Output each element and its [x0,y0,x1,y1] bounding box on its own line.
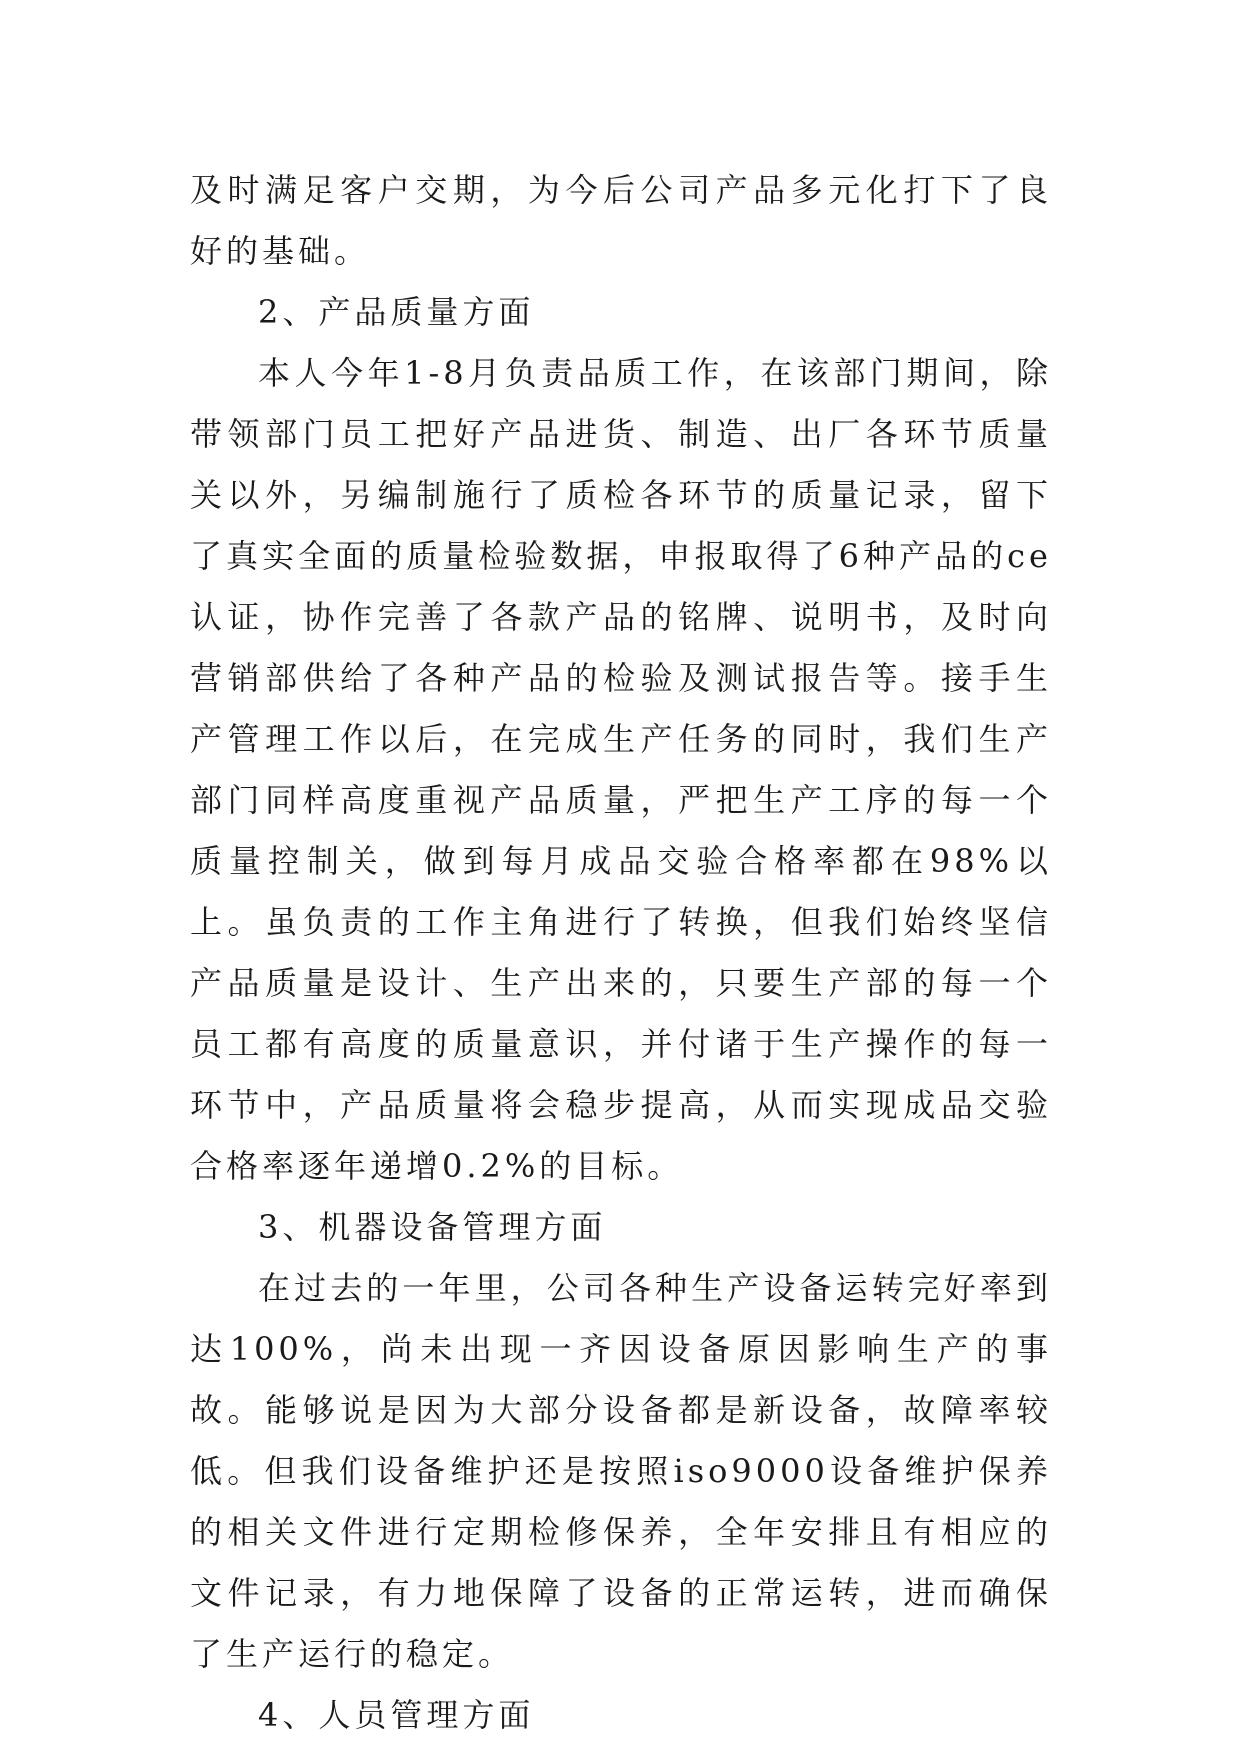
paragraph-product-quality: 本人今年1-8月负责品质工作，在该部门期间，除带领部门员工把好产品进货、制造、出厂各环节质量关以外，另编制施行了质检各环节的质量记录，留下了真实全面的质量检验数据，申报取得了6种产品的ce认证，协作完善了各款产品的铭牌、说明书，及时向营销部供给了各种产品的检验及测试报告等。接手生产管理工作以后，在完成生产任务的同时，我们生产部门同样高度重视产品质量，严把生产工序的每一个质量控制关，做到每月成品交验合格率都在98%以上。虽负责的工作主角进行了转换，但我们始终坚信产品质量是设计、生产出来的，只要生产部的每一个员工都有高度的质量意识，并付诸于生产操作的每一环节中，产品质量将会稳步提高，从而实现成品交验合格率逐年递增0.2%的目标。 [190,354,1052,1185]
document-body [190,160,1052,1746]
paragraph-equipment-management: 在过去的一年里，公司各种生产设备运转完好率到达100%，尚未出现一齐因设备原因影响生产的事故。能够说是因为大部分设备都是新设备，故障率较低。但我们设备维护还是按照iso9000设备维护保养的相关文件进行定期检修保养，全年安排且有相应的文件记录，有力地保障了设备的正常运转，进而确保了生产运行的稳定。 [190,1269,1052,1673]
section-heading-product-quality: 2、产品质量方面 [258,293,535,331]
paragraph-continuation: 及时满足客户交期，为今后公司产品多元化打下了良好的基础。 [190,171,1052,270]
section-heading-personnel-management: 4、人员管理方面 [258,1696,535,1734]
section-heading-equipment-management: 3、机器设备管理方面 [258,1208,607,1246]
